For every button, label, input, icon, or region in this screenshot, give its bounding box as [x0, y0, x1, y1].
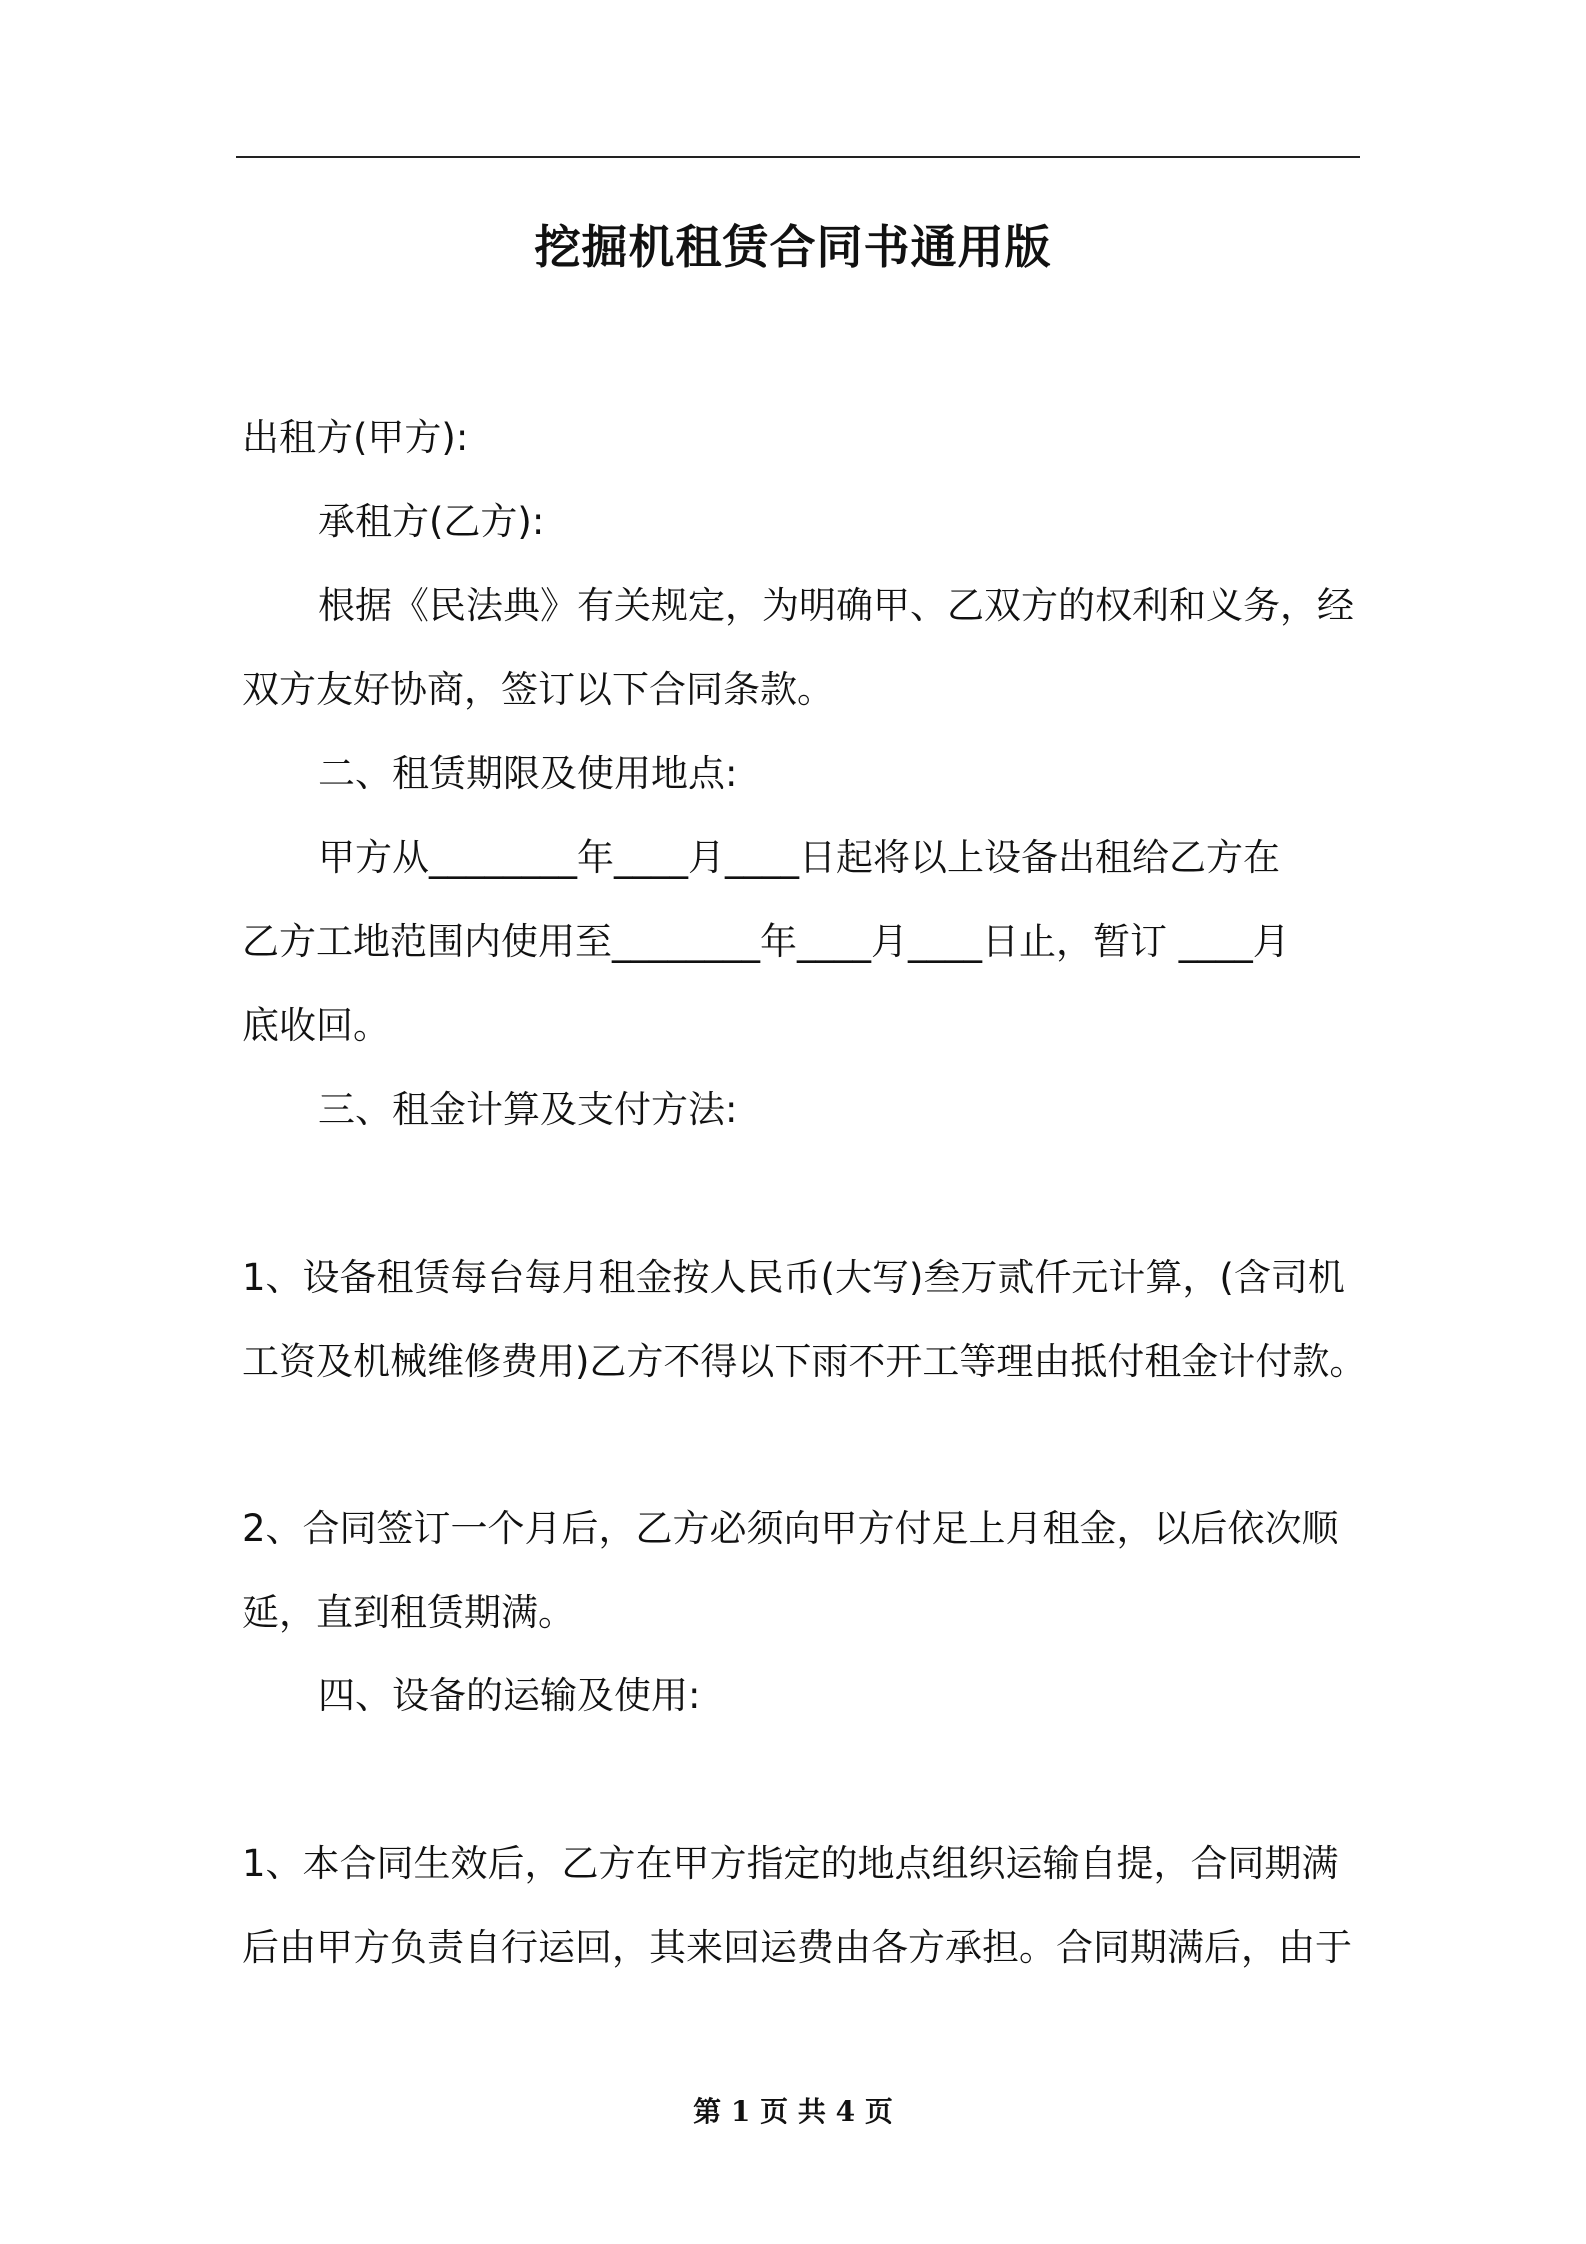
text-line: 二、租赁期限及使用地点: [318, 752, 738, 795]
lessee-line [242, 480, 1360, 564]
section-heading-2 [242, 732, 1360, 816]
header-rule [236, 156, 1360, 158]
section-heading-3 [242, 1068, 1360, 1152]
text-line: 2、合同签订一个月后，乙方必须向甲方付足上月租金，以后依次顺 [242, 1507, 1339, 1550]
lessor-line [242, 396, 1360, 480]
preamble-paragraph [242, 564, 1360, 732]
text-line: 四、设备的运输及使用: [318, 1674, 701, 1717]
text-line: 根据《民法典》有关规定，为明确甲、乙双方的权利和义务，经 [318, 584, 1354, 627]
text-line: 工资及机械维修费用)乙方不得以下雨不开工等理由抵付租金计付款。 [242, 1340, 1367, 1383]
text-line: 1、设备租赁每台每月租金按人民币(大写)叁万贰仟元计算，(含司机 [242, 1256, 1345, 1299]
text-line: 双方友好协商，签订以下合同条款。 [242, 668, 834, 711]
lease-term-paragraph [242, 816, 1360, 1068]
text-line: 乙方工地范围内使用至________年____月____日止，暂订 ____月 [242, 920, 1290, 963]
rent-clause-1 [242, 1236, 1367, 1404]
text-line: 承租方(乙方): [318, 500, 545, 543]
document-title: 挖掘机租赁合同书通用版 [534, 220, 1052, 274]
text-line: 延，直到租赁期满。 [242, 1591, 575, 1634]
text-line: 后由甲方负责自行运回，其来回运费由各方承担。合同期满后，由于 [242, 1926, 1352, 1969]
text-line: 出租方(甲方): [242, 416, 469, 459]
text-line: 底收回。 [242, 1004, 390, 1047]
page-number: 第 1 页 共 4 页 [693, 2095, 893, 2128]
text-line: 甲方从________年____月____日起将以上设备出租给乙方在 [318, 836, 1280, 879]
rent-clause-2 [242, 1487, 1360, 1655]
transport-clause-1 [242, 1822, 1360, 1990]
text-line: 1、本合同生效后，乙方在甲方指定的地点组织运输自提，合同期满 [242, 1842, 1339, 1885]
text-line: 三、租金计算及支付方法: [318, 1088, 738, 1131]
section-heading-4 [242, 1654, 1360, 1738]
